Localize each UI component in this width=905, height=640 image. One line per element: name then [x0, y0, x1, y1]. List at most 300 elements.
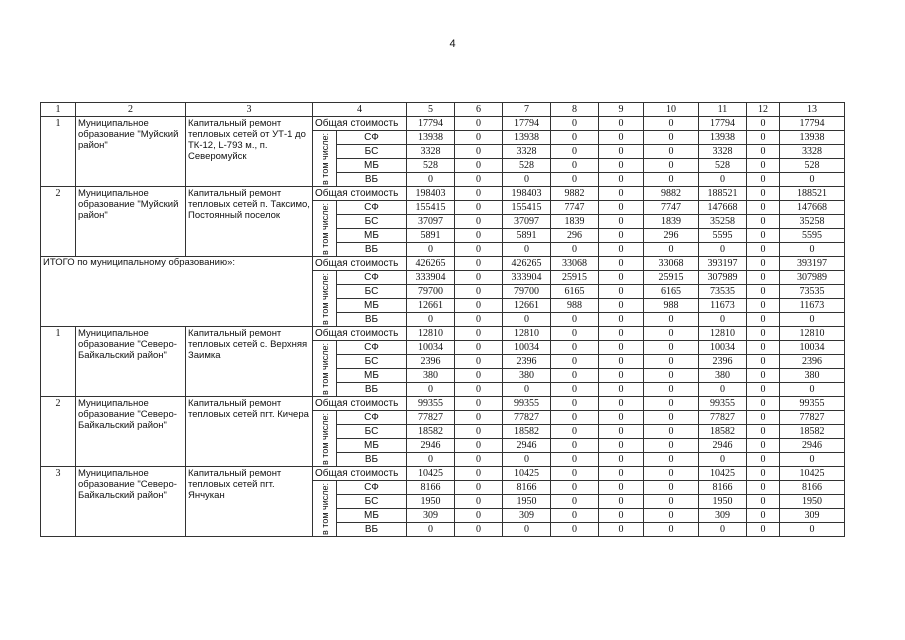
municipality-name: Муниципальное образование "Муйский район" [76, 187, 186, 257]
value-cell: 5891 [503, 229, 551, 243]
value-cell: 7747 [551, 201, 599, 215]
including-label-text: в том числе: [319, 202, 330, 255]
value-cell: 0 [455, 425, 503, 439]
value-cell: 0 [747, 439, 780, 453]
value-cell: 0 [699, 313, 747, 327]
value-cell: 0 [644, 509, 699, 523]
value-cell: 2396 [503, 355, 551, 369]
value-cell: 0 [551, 173, 599, 187]
value-cell: 0 [599, 355, 644, 369]
table-body [41, 117, 845, 537]
column-header: 1 [41, 103, 76, 117]
municipality-name: Муниципальное образование "Северо-Байкальский район" [76, 467, 186, 537]
funding-category: БС [337, 495, 407, 509]
value-cell: 0 [455, 159, 503, 173]
value-cell: 73535 [699, 285, 747, 299]
object-description: Капитальный ремонт тепловых сетей пгт. Янчукан [186, 467, 313, 537]
value-cell: 37097 [503, 215, 551, 229]
value-cell: 0 [747, 481, 780, 495]
value-cell: 0 [455, 117, 503, 131]
value-cell: 0 [699, 173, 747, 187]
value-cell: 0 [747, 299, 780, 313]
value-cell: 0 [747, 327, 780, 341]
object-description: Капитальный ремонт тепловых сетей пгт. Кичера [186, 397, 313, 467]
value-cell: 5891 [407, 229, 455, 243]
value-cell: 0 [551, 509, 599, 523]
value-cell: 17794 [503, 117, 551, 131]
value-cell: 528 [407, 159, 455, 173]
value-cell: 0 [455, 327, 503, 341]
value-cell: 0 [455, 131, 503, 145]
value-cell: 3328 [699, 145, 747, 159]
value-cell: 0 [551, 411, 599, 425]
value-cell: 0 [455, 299, 503, 313]
municipality-name: Муниципальное образование "Северо-Байкальский район" [76, 397, 186, 467]
including-label [313, 341, 337, 397]
value-cell: 393197 [780, 257, 845, 271]
value-cell: 79700 [503, 285, 551, 299]
value-cell: 35258 [780, 215, 845, 229]
value-cell: 0 [599, 299, 644, 313]
value-cell: 1950 [780, 495, 845, 509]
value-cell: 0 [407, 243, 455, 257]
value-cell: 2946 [699, 439, 747, 453]
funding-category: СФ [337, 201, 407, 215]
value-cell: 0 [455, 509, 503, 523]
funding-category: ВБ [337, 243, 407, 257]
value-cell: 0 [780, 313, 845, 327]
value-cell: 0 [599, 257, 644, 271]
object-description: Капитальный ремонт тепловых сетей с. Верхняя Заимка [186, 327, 313, 397]
value-cell: 0 [599, 327, 644, 341]
including-label [313, 131, 337, 187]
value-cell: 13938 [699, 131, 747, 145]
value-cell: 0 [455, 439, 503, 453]
value-cell: 380 [699, 369, 747, 383]
column-header: 4 [313, 103, 407, 117]
value-cell: 2396 [699, 355, 747, 369]
value-cell: 0 [455, 173, 503, 187]
value-cell: 0 [407, 313, 455, 327]
value-cell: 2946 [503, 439, 551, 453]
including-label-text: в том числе: [319, 132, 330, 185]
value-cell: 2396 [407, 355, 455, 369]
value-cell: 0 [747, 285, 780, 299]
funding-category: ВБ [337, 383, 407, 397]
value-cell: 12661 [503, 299, 551, 313]
value-cell: 0 [599, 481, 644, 495]
value-cell: 0 [599, 425, 644, 439]
value-cell: 17794 [780, 117, 845, 131]
value-cell: 0 [455, 285, 503, 299]
value-cell: 0 [747, 425, 780, 439]
value-cell: 0 [599, 383, 644, 397]
value-cell: 988 [644, 299, 699, 313]
value-cell: 0 [455, 229, 503, 243]
value-cell: 0 [599, 145, 644, 159]
value-cell: 0 [780, 173, 845, 187]
value-cell: 9882 [551, 187, 599, 201]
funding-category: МБ [337, 439, 407, 453]
value-cell: 0 [551, 495, 599, 509]
value-cell: 0 [599, 229, 644, 243]
value-cell: 0 [747, 341, 780, 355]
value-cell: 0 [747, 229, 780, 243]
value-cell: 0 [599, 467, 644, 481]
column-header: 5 [407, 103, 455, 117]
value-cell: 0 [551, 117, 599, 131]
funding-category: МБ [337, 159, 407, 173]
value-cell: 0 [644, 369, 699, 383]
table-row [41, 397, 845, 411]
value-cell: 0 [780, 453, 845, 467]
value-cell: 0 [551, 481, 599, 495]
value-cell: 0 [503, 453, 551, 467]
value-cell: 0 [551, 453, 599, 467]
value-cell: 0 [455, 383, 503, 397]
value-cell: 0 [747, 369, 780, 383]
funding-category: БС [337, 425, 407, 439]
table-row [41, 257, 845, 271]
value-cell: 0 [503, 173, 551, 187]
including-label-text: в том числе: [319, 342, 330, 395]
value-cell: 99355 [699, 397, 747, 411]
value-cell: 0 [780, 383, 845, 397]
value-cell: 37097 [407, 215, 455, 229]
value-cell: 12661 [407, 299, 455, 313]
value-cell: 0 [503, 523, 551, 537]
value-cell: 0 [455, 411, 503, 425]
value-cell: 0 [407, 523, 455, 537]
value-cell: 8166 [407, 481, 455, 495]
value-cell: 5595 [699, 229, 747, 243]
value-cell: 0 [644, 411, 699, 425]
value-cell: 0 [780, 243, 845, 257]
value-cell: 0 [551, 523, 599, 537]
value-cell: 17794 [407, 117, 455, 131]
value-cell: 0 [747, 271, 780, 285]
row-number: 2 [41, 397, 76, 467]
value-cell: 13938 [503, 131, 551, 145]
value-cell: 155415 [407, 201, 455, 215]
value-cell: 33068 [551, 257, 599, 271]
value-cell: 0 [644, 467, 699, 481]
value-cell: 0 [455, 257, 503, 271]
value-cell: 0 [599, 243, 644, 257]
value-cell: 0 [455, 145, 503, 159]
value-cell: 17794 [699, 117, 747, 131]
general-cost-label: Общая стоимость [313, 397, 407, 411]
value-cell: 307989 [780, 271, 845, 285]
value-cell: 198403 [503, 187, 551, 201]
municipality-name: Муниципальное образование "Северо-Байкальский район" [76, 327, 186, 397]
value-cell: 188521 [699, 187, 747, 201]
value-cell: 188521 [780, 187, 845, 201]
value-cell: 0 [780, 523, 845, 537]
value-cell: 73535 [780, 285, 845, 299]
value-cell: 309 [780, 509, 845, 523]
funding-category: БС [337, 355, 407, 369]
value-cell: 426265 [407, 257, 455, 271]
funding-category: БС [337, 285, 407, 299]
value-cell: 77827 [699, 411, 747, 425]
including-label [313, 201, 337, 257]
funding-category: МБ [337, 299, 407, 313]
general-cost-label: Общая стоимость [313, 257, 407, 271]
value-cell: 0 [599, 173, 644, 187]
value-cell: 988 [551, 299, 599, 313]
value-cell: 0 [455, 523, 503, 537]
value-cell: 10034 [407, 341, 455, 355]
value-cell: 0 [747, 383, 780, 397]
table-row [41, 467, 845, 481]
value-cell: 0 [747, 257, 780, 271]
value-cell: 0 [747, 509, 780, 523]
value-cell: 0 [599, 117, 644, 131]
column-header: 12 [747, 103, 780, 117]
value-cell: 0 [599, 453, 644, 467]
value-cell: 333904 [407, 271, 455, 285]
value-cell: 1950 [699, 495, 747, 509]
value-cell: 0 [747, 523, 780, 537]
funding-category: ВБ [337, 453, 407, 467]
value-cell: 0 [599, 411, 644, 425]
funding-category: МБ [337, 229, 407, 243]
value-cell: 0 [455, 313, 503, 327]
value-cell: 25915 [644, 271, 699, 285]
column-header: 11 [699, 103, 747, 117]
value-cell: 10034 [699, 341, 747, 355]
value-cell: 0 [644, 439, 699, 453]
value-cell: 0 [503, 313, 551, 327]
value-cell: 0 [747, 201, 780, 215]
value-cell: 0 [551, 327, 599, 341]
value-cell: 0 [599, 201, 644, 215]
value-cell: 18582 [503, 425, 551, 439]
value-cell: 0 [599, 285, 644, 299]
value-cell: 0 [644, 481, 699, 495]
value-cell: 0 [644, 425, 699, 439]
value-cell: 99355 [407, 397, 455, 411]
value-cell: 0 [747, 355, 780, 369]
funding-category: СФ [337, 481, 407, 495]
value-cell: 0 [599, 397, 644, 411]
value-cell: 0 [644, 327, 699, 341]
value-cell: 33068 [644, 257, 699, 271]
value-cell: 309 [407, 509, 455, 523]
value-cell: 0 [644, 243, 699, 257]
value-cell: 0 [644, 159, 699, 173]
value-cell: 0 [455, 481, 503, 495]
value-cell: 528 [699, 159, 747, 173]
value-cell: 10425 [780, 467, 845, 481]
value-cell: 0 [551, 439, 599, 453]
value-cell: 0 [407, 453, 455, 467]
value-cell: 0 [747, 313, 780, 327]
value-cell: 380 [780, 369, 845, 383]
column-header: 8 [551, 103, 599, 117]
value-cell: 10034 [503, 341, 551, 355]
column-header: 10 [644, 103, 699, 117]
value-cell: 99355 [503, 397, 551, 411]
value-cell: 0 [644, 523, 699, 537]
funding-category: СФ [337, 131, 407, 145]
including-label [313, 481, 337, 537]
value-cell: 11673 [699, 299, 747, 313]
value-cell: 77827 [407, 411, 455, 425]
value-cell: 198403 [407, 187, 455, 201]
value-cell: 10034 [780, 341, 845, 355]
value-cell: 309 [503, 509, 551, 523]
general-cost-label: Общая стоимость [313, 467, 407, 481]
page-number: 4 [449, 38, 456, 50]
column-header: 6 [455, 103, 503, 117]
value-cell: 0 [644, 117, 699, 131]
value-cell: 0 [599, 313, 644, 327]
including-label [313, 411, 337, 467]
value-cell: 0 [551, 369, 599, 383]
value-cell: 0 [503, 243, 551, 257]
value-cell: 0 [599, 215, 644, 229]
including-label-text: в том числе: [319, 482, 330, 535]
value-cell: 0 [747, 187, 780, 201]
value-cell: 12810 [780, 327, 845, 341]
row-number: 2 [41, 187, 76, 257]
value-cell: 12810 [503, 327, 551, 341]
value-cell: 307989 [699, 271, 747, 285]
value-cell: 3328 [780, 145, 845, 159]
value-cell: 1950 [407, 495, 455, 509]
value-cell: 426265 [503, 257, 551, 271]
value-cell: 11673 [780, 299, 845, 313]
column-header: 3 [186, 103, 313, 117]
value-cell: 0 [699, 453, 747, 467]
value-cell: 0 [455, 453, 503, 467]
value-cell: 79700 [407, 285, 455, 299]
value-cell: 0 [455, 215, 503, 229]
value-cell: 147668 [780, 201, 845, 215]
value-cell: 155415 [503, 201, 551, 215]
value-cell: 77827 [780, 411, 845, 425]
value-cell: 0 [599, 131, 644, 145]
value-cell: 296 [551, 229, 599, 243]
value-cell: 0 [455, 341, 503, 355]
value-cell: 8166 [503, 481, 551, 495]
value-cell: 0 [644, 173, 699, 187]
value-cell: 0 [747, 215, 780, 229]
value-cell: 0 [747, 453, 780, 467]
value-cell: 0 [699, 243, 747, 257]
value-cell: 0 [747, 117, 780, 131]
value-cell: 8166 [699, 481, 747, 495]
column-header: 7 [503, 103, 551, 117]
value-cell: 0 [599, 341, 644, 355]
value-cell: 13938 [407, 131, 455, 145]
value-cell: 2396 [780, 355, 845, 369]
value-cell: 333904 [503, 271, 551, 285]
funding-category: МБ [337, 369, 407, 383]
value-cell: 8166 [780, 481, 845, 495]
value-cell: 380 [407, 369, 455, 383]
value-cell: 0 [551, 131, 599, 145]
including-label [313, 271, 337, 327]
value-cell: 0 [551, 467, 599, 481]
funding-category: СФ [337, 411, 407, 425]
value-cell: 5595 [780, 229, 845, 243]
value-cell: 12810 [407, 327, 455, 341]
value-cell: 0 [455, 355, 503, 369]
total-label: ИТОГО по муниципальному образованию»: [41, 257, 313, 327]
value-cell: 0 [644, 131, 699, 145]
value-cell: 528 [780, 159, 845, 173]
value-cell: 0 [551, 341, 599, 355]
general-cost-label: Общая стоимость [313, 187, 407, 201]
value-cell: 0 [747, 411, 780, 425]
value-cell: 0 [599, 159, 644, 173]
value-cell: 3328 [407, 145, 455, 159]
value-cell: 0 [455, 369, 503, 383]
value-cell: 0 [747, 495, 780, 509]
value-cell: 0 [599, 495, 644, 509]
value-cell: 12810 [699, 327, 747, 341]
value-cell: 0 [455, 495, 503, 509]
value-cell: 0 [747, 397, 780, 411]
value-cell: 0 [551, 383, 599, 397]
value-cell: 0 [599, 523, 644, 537]
general-cost-label: Общая стоимость [313, 117, 407, 131]
value-cell: 9882 [644, 187, 699, 201]
value-cell: 528 [503, 159, 551, 173]
funding-category: ВБ [337, 523, 407, 537]
value-cell: 25915 [551, 271, 599, 285]
object-description: Капитальный ремонт тепловых сетей от УТ-1 до ТК-12, L-793 м., п. Северомуйск [186, 117, 313, 187]
value-cell: 0 [551, 355, 599, 369]
header-row [41, 103, 845, 117]
municipality-name: Муниципальное образование "Муйский район" [76, 117, 186, 187]
table-row [41, 187, 845, 201]
value-cell: 309 [699, 509, 747, 523]
value-cell: 18582 [407, 425, 455, 439]
including-label-text: в том числе: [319, 412, 330, 465]
value-cell: 0 [551, 159, 599, 173]
value-cell: 0 [747, 159, 780, 173]
value-cell: 0 [551, 397, 599, 411]
column-header: 9 [599, 103, 644, 117]
value-cell: 6165 [551, 285, 599, 299]
value-cell: 380 [503, 369, 551, 383]
value-cell: 3328 [503, 145, 551, 159]
value-cell: 0 [644, 453, 699, 467]
value-cell: 0 [644, 495, 699, 509]
funding-category: БС [337, 215, 407, 229]
value-cell: 0 [747, 173, 780, 187]
row-number: 1 [41, 327, 76, 397]
value-cell: 10425 [699, 467, 747, 481]
funding-category: СФ [337, 341, 407, 355]
value-cell: 0 [599, 369, 644, 383]
funding-category: СФ [337, 271, 407, 285]
value-cell: 0 [551, 425, 599, 439]
value-cell: 0 [551, 313, 599, 327]
value-cell: 0 [455, 397, 503, 411]
value-cell: 10425 [503, 467, 551, 481]
value-cell: 0 [455, 201, 503, 215]
value-cell: 0 [699, 523, 747, 537]
value-cell: 0 [644, 145, 699, 159]
value-cell: 77827 [503, 411, 551, 425]
value-cell: 18582 [780, 425, 845, 439]
value-cell: 0 [551, 243, 599, 257]
